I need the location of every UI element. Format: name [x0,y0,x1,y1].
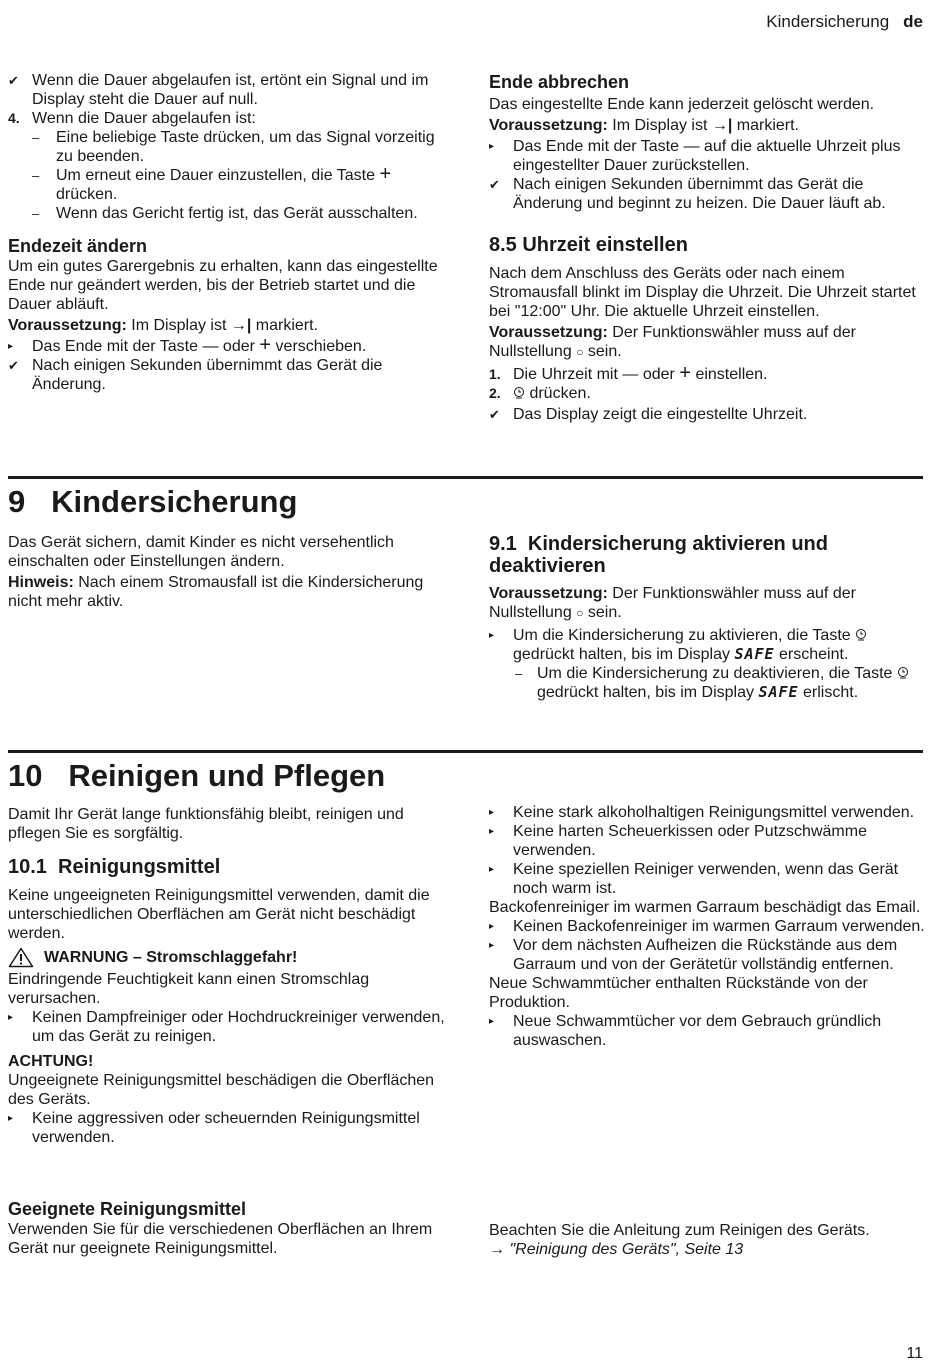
result-item: ✔ Nach einigen Sekunden übernimmt das Gerät die Änderung. [8,357,383,393]
step-item: 2. drücken. [489,385,591,402]
bullet-icon: ▸ [489,864,495,875]
step-item: ▸ Das Ende mit der Taste — auf die aktuelle Uhrzeit plus eingestellter Dauer zurückstellen. [489,138,901,174]
bullet-icon: ▸ [489,1016,495,1027]
step-item: ▸ Vor dem nächsten Aufheizen die Rückstände aus dem Garraum und von der Gerätetür vollständig entfernen. [489,937,898,973]
clock-key-icon [513,386,525,400]
prerequisite: Voraussetzung: Der Funktionswähler muss auf der Nullstellung ○ sein. [489,324,856,360]
step-item: ▸ Keine aggressiven oder scheuernden Reinigungsmittel verwenden. [8,1110,420,1146]
warning-triangle-icon [8,947,34,968]
step-item: ▸ Neue Schwammtücher vor dem Gebrauch gründlich auswaschen. [489,1013,882,1049]
section-10-left [8,758,448,1147]
step-item: ▸ Das Ende mit der Taste — oder + verschieben. [8,334,367,356]
result-item: ✔ Wenn die Dauer abgelaufen ist, ertönt ein Signal und im Display steht die Dauer auf null. [8,72,429,108]
paragraph: Verwenden Sie für die verschiedenen Oberflächen an Ihrem Gerät nur geeignete Reinigungsmittel. [8,1221,433,1257]
plus-key-icon: + [679,362,691,384]
check-icon: ✔ [489,177,500,192]
paragraph: Neue Schwammtücher enthalten Rückstände von der Produktion. [489,975,868,1011]
sub-item: – Um die Kindersicherung zu deaktivieren, die Taste gedrückt halten, bis im Display SAFE erlischt. [489,664,925,702]
result-item: ✔ Das Display zeigt die eingestellte Uhrzeit. [489,406,808,423]
zero-position-icon: ○ [576,345,584,359]
section-9-right [489,533,925,702]
section-9-left [8,484,448,611]
chapter-title: 9 Kindersicherung [8,484,298,519]
paragraph: Um ein gutes Garergebnis zu erhalten, kann das eingestellte Ende nur geändert werden, bis der Betrieb startet und die Dauer abläuft. [8,258,438,313]
header-lang: de [903,12,923,31]
check-icon: ✔ [8,73,19,88]
suitable-agents-left [8,1198,448,1258]
paragraph: Das Gerät sichern, damit Kinder es nicht versehentlich einschalten oder Einstellungen ändern. [8,534,394,570]
hint: Hinweis: Nach einem Stromausfall ist die Kindersicherung nicht mehr aktiv. [8,574,424,610]
step-number: 2. [489,385,501,401]
bullet-icon: ▸ [489,807,495,818]
plus-key-icon: + [379,163,392,185]
section-10-right [489,803,925,1050]
prerequisite: Voraussetzung: Im Display ist →| markiert. [489,117,800,134]
chapter-title: 10 Reinigen und Pflegen [8,758,386,793]
section-rule [8,476,923,479]
bullet-icon: ▸ [8,1012,14,1023]
dash-icon: – [515,666,523,681]
result-item: ✔ Nach einigen Sekunden übernimmt das Gerät die Änderung und beginnt zu heizen. Die Dauer läuft ab. [489,176,886,212]
arrow-right-icon: → [489,1241,505,1258]
bullet-icon: ▸ [489,141,495,152]
section-heading: Ende abbrechen [489,72,630,92]
clock-key-icon [897,666,909,680]
prerequisite: Voraussetzung: Im Display ist →| markiert. [8,317,319,334]
step-item: ▸ Keine speziellen Reiniger verwenden, wenn das Gerät noch warm ist. [489,861,899,897]
bullet-icon: ▸ [8,1113,14,1124]
bullet-icon: ▸ [8,341,14,352]
step-item: ▸ Keine harten Scheuerkissen oder Putzschwämme verwenden. [489,823,867,859]
header-section: Kindersicherung [766,12,890,31]
dash-icon: – [32,168,40,183]
step-item: 1. Die Uhrzeit mit — oder + einstellen. [489,362,768,384]
section-heading: Geeignete Reinigungsmittel [8,1199,247,1219]
step-number: 4. [8,110,20,126]
section-heading: Endezeit ändern [8,236,148,256]
clock-key-icon [855,628,867,642]
page-header [766,12,923,31]
check-icon: ✔ [489,407,500,422]
section-heading: 9.1 Kindersicherung aktivieren und deaktivieren [489,533,834,577]
warning-heading: WARNUNG – Stromschlaggefahr! [8,947,448,968]
end-marker-icon: →| [230,317,252,334]
bullet-icon: ▸ [489,921,495,932]
paragraph: Beachten Sie die Anleitung zum Reinigen des Geräts. [489,1222,870,1239]
paragraph: Das eingestellte Ende kann jederzeit gelöscht werden. [489,96,875,113]
section-heading: 8.5 Uhrzeit einstellen [489,234,688,256]
top-left-column [8,71,448,394]
dash-icon: – [32,130,40,145]
prerequisite: Voraussetzung: Der Funktionswähler muss auf der Nullstellung ○ sein. [489,585,856,621]
display-safe-text: SAFE [758,683,799,701]
zero-position-icon: ○ [576,606,584,620]
caution-heading: ACHTUNG! [8,1053,94,1070]
section-heading: 10.1 Reinigungsmittel [8,856,221,878]
end-marker-icon: →| [711,117,733,134]
minus-key-icon: — [202,338,219,355]
paragraph: Backofenreiniger im warmen Garraum beschädigt das Email. [489,899,921,916]
suitable-agents-right [489,1221,925,1259]
bullet-icon: ▸ [489,630,495,641]
top-right-column [489,71,925,424]
plus-key-icon: + [259,334,272,356]
cross-reference-link[interactable]: → "Reinigung des Geräts", Seite 13 [489,1241,744,1258]
step-number: 1. [489,366,501,382]
step-item: ▸ Keinen Dampfreiniger oder Hochdruckreiniger verwenden, um das Gerät zu reinigen. [8,1009,445,1045]
minus-key-icon: — [622,366,639,383]
bullet-icon: ▸ [489,940,495,951]
paragraph: Damit Ihr Gerät lange funktionsfähig bleibt, reinigen und pflegen Sie es sorgfältig. [8,806,404,842]
dash-icon: – [32,206,40,221]
step-item: ▸ Keine stark alkoholhaltigen Reinigungsmittel verwenden. [489,804,915,821]
sub-item: – Eine beliebige Taste drücken, um das Signal vorzeitig zu beenden. [32,129,435,165]
sub-item: – Um erneut eine Dauer einzustellen, die Taste + drücken. [32,163,392,203]
step-item: ▸ Keinen Backofenreiniger im warmen Garraum verwenden. [489,918,925,935]
display-safe-text: SAFE [734,645,775,663]
paragraph: Nach dem Anschluss des Geräts oder nach einem Stromausfall blinkt im Display die Uhrzeit. Die Uhrzeit startet bei "12:00" Uhr. Die aktuelle Uhrzeit einstellen. [489,265,916,320]
bullet-icon: ▸ [489,826,495,837]
sub-item: – Wenn das Gericht fertig ist, das Gerät ausschalten. [32,205,418,222]
paragraph: Ungeeignete Reinigungsmittel beschädigen die Oberflächen des Geräts. [8,1072,435,1108]
step-item: 4. Wenn die Dauer abgelaufen ist: [8,110,256,127]
minus-key-icon: — [683,138,700,155]
section-rule [8,750,923,753]
step-item: ▸ Um die Kindersicherung zu aktivieren, die Taste gedrückt halten, bis im Display SAFE erscheint. [489,626,925,664]
page-number: 11 [906,1345,923,1362]
check-icon: ✔ [8,358,19,373]
paragraph: Keine ungeeigneten Reinigungsmittel verwenden, damit die unterschiedlichen Oberflächen am Gerät nicht beschädigt werden. [8,887,430,942]
paragraph: Eindringende Feuchtigkeit kann einen Stromschlag verursachen. [8,971,370,1007]
